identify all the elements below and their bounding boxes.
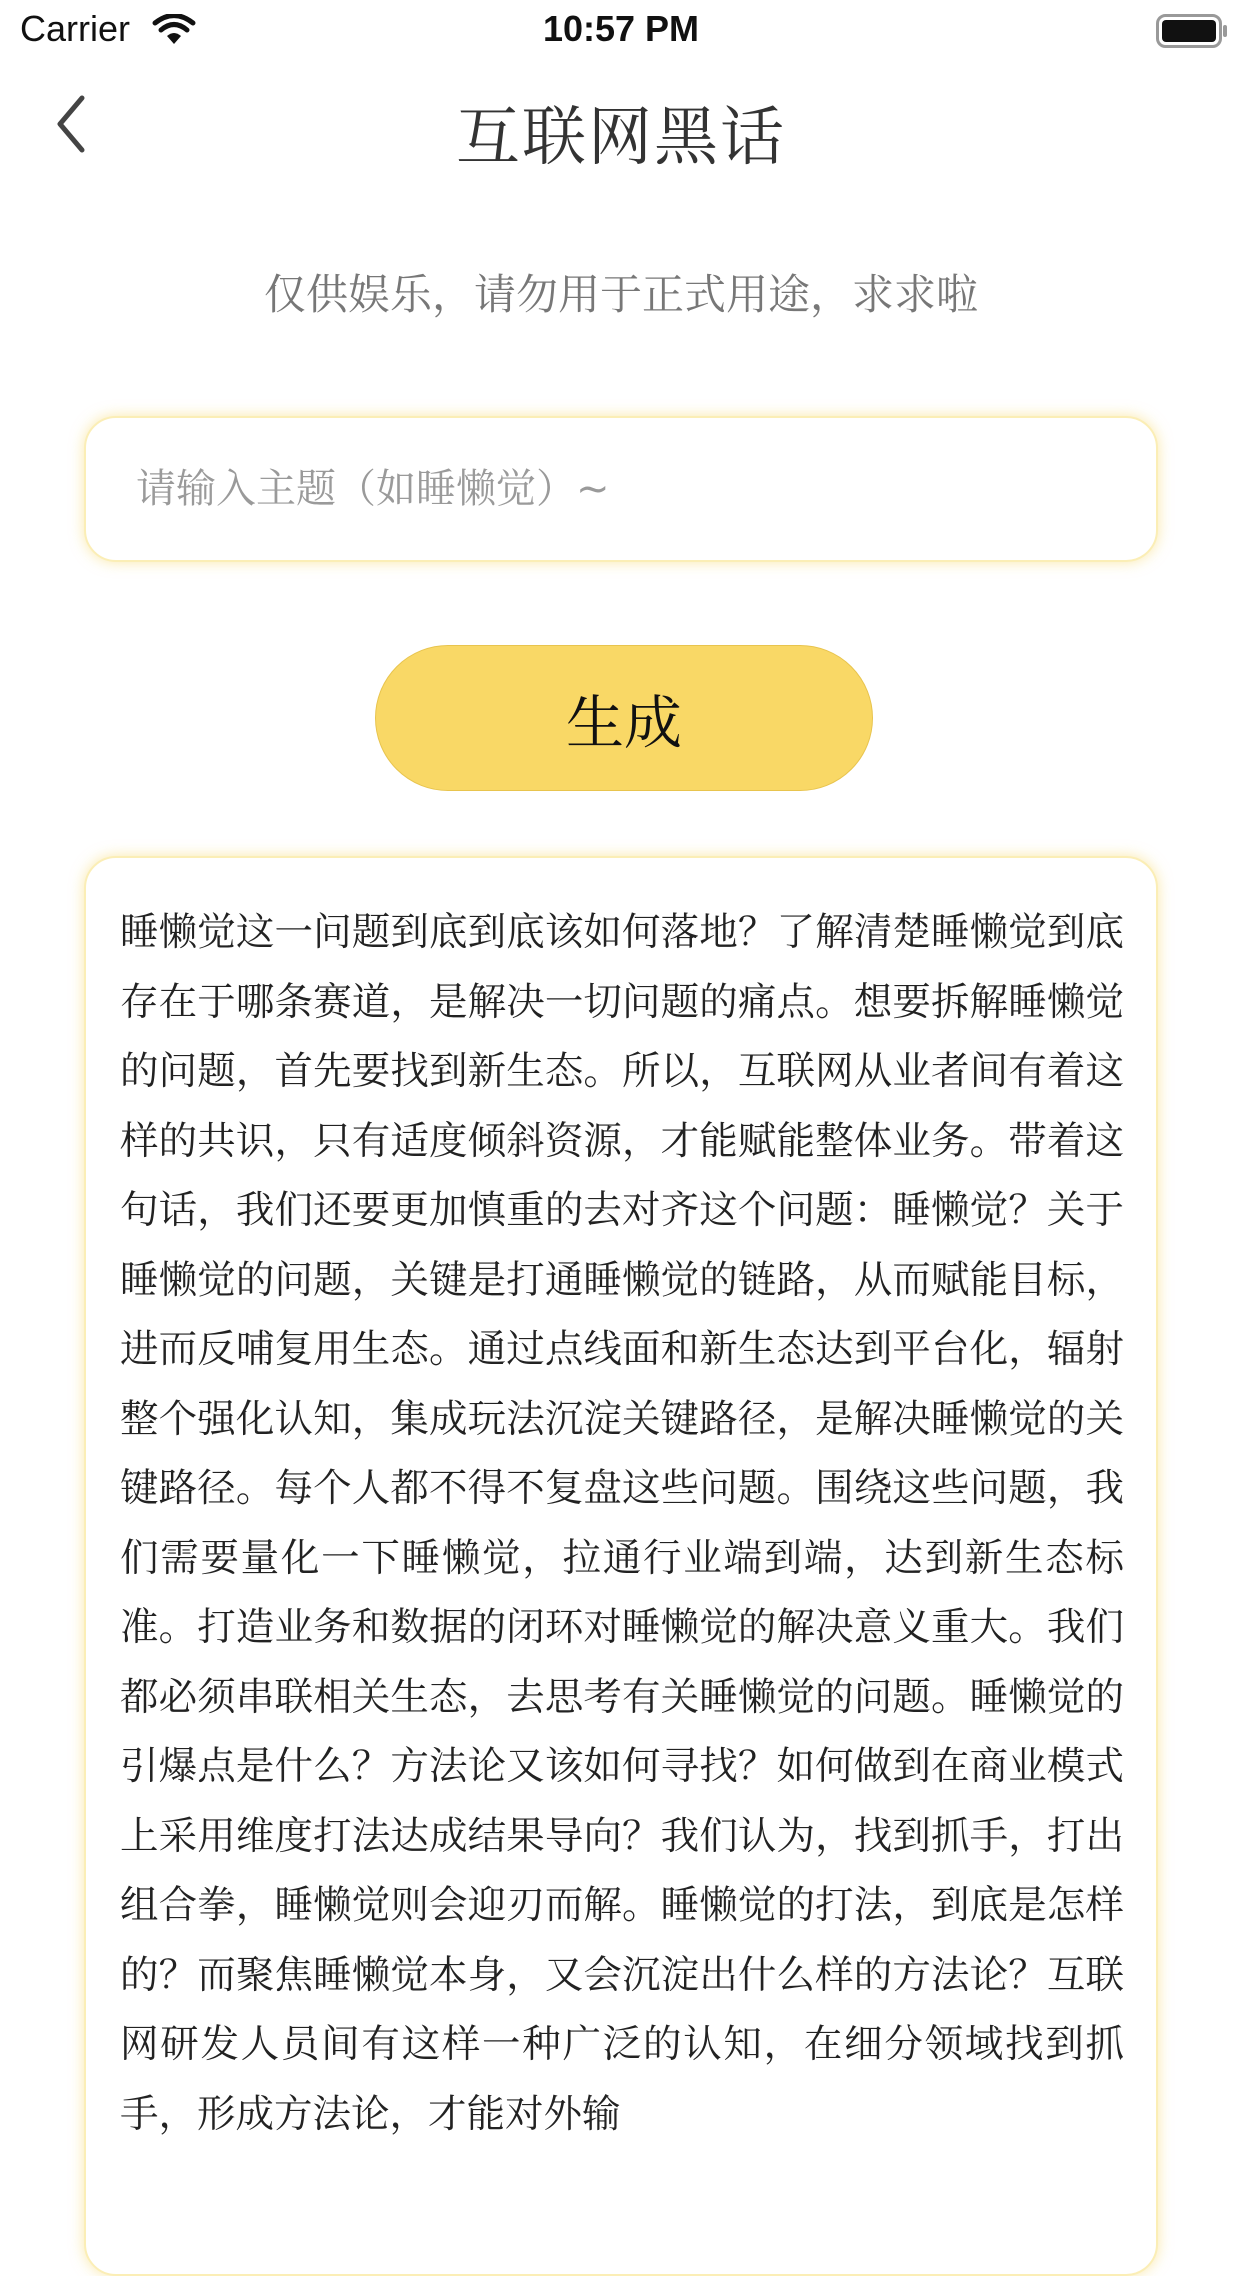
- result-text-box[interactable]: [84, 856, 1158, 2276]
- topic-input[interactable]: [84, 416, 1158, 562]
- status-time: 10:57 PM: [542, 8, 700, 49]
- generate-button[interactable]: 生成: [375, 645, 873, 791]
- status-bar: [0, 0, 1242, 62]
- page-title: 互联网黑话: [456, 101, 786, 175]
- carrier-label: Carrier: [20, 8, 131, 49]
- result-text: 睡懒觉这一问题到底到底该如何落地？了解清楚睡懒觉到底存在于哪条赛道，是解决一切问题的痛点。想要拆解睡懒觉的问题，首先要找到新生态。所以，互联网从业者间有着这样的共识，只有适度倾斜资源，才能赋能整体业务。带着这句话，我们还要更加慎重的去对齐这个问题：睡懒觉？关于睡懒觉的问题，关键是打通睡懒觉的链路，从而赋能目标，进而反哺复用生态。通过点线面和新生态达到平台化，辐射整个强化认知，集成玩法沉淀关键路径，是解决睡懒觉的关键路径。每个人都不得不复盘这些问题。围绕这些问题，我们需要量化一下睡懒觉，拉通行业端到端，达到新生态标准。打造业务和数据的闭环对睡懒觉的解决意义重大。我们都必须串联相关生态，去思考有关睡懒觉的问题。睡懒觉的引爆点是什么？方法论又该如何寻找？如何做到在商业模式上采用维度打法达成结果导向？我们认为，找到抓手，打出组合拳，睡懒觉则会迎刃而解。睡懒觉的打法，到底是怎样的？而聚焦睡懒觉本身，又会沉淀出什么样的方法论？互联网研发人员间有这样一种广泛的认知，在细分领域找到抓手，形成方法论，才能对外输: [120, 910, 1124, 2137]
- disclaimer-subtitle: 仅供娱乐，请勿用于正式用途，求求啦: [263, 270, 978, 319]
- battery-icon: [1156, 14, 1228, 52]
- navigation-bar: [0, 62, 1242, 192]
